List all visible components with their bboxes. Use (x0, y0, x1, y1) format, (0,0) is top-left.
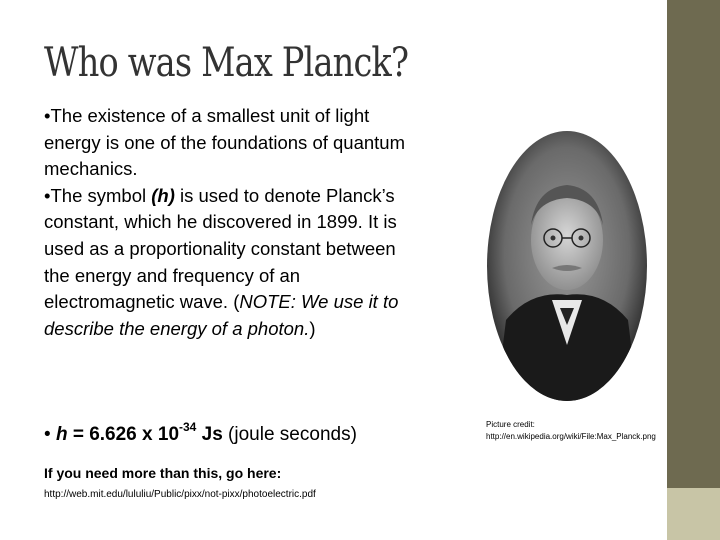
more-info-label: If you need more than this, go here: (44, 465, 282, 481)
formula-bullet: • (44, 424, 56, 445)
credit-url[interactable]: http://en.wikipedia.org/wiki/File:Max_Planck.png (486, 432, 656, 441)
formula-exponent: -34 (179, 420, 197, 434)
picture-credit (486, 419, 656, 443)
bullet-quantum: •The existence of a smallest unit of light energy is one of the foundations of quantum mechanics. (44, 105, 406, 180)
bullet-close: ) (309, 317, 316, 339)
sidebar-accent-bar (667, 0, 720, 488)
planck-formula (44, 420, 357, 446)
bullet-prefix: •The symbol (44, 184, 152, 206)
bullet-note: NOTE: We use it to describe the energy of a photon. (44, 291, 399, 339)
formula-h: h (55, 424, 68, 445)
more-info-link[interactable]: http://web.mit.edu/lululiu/Public/pixx/not-pixx/photoelectric.pdf (44, 489, 316, 500)
bullet-text: is used to denote Planck’s constant, which he discovered in 1899. It is used as a proportionality constant between the energy and frequency of an electromagnetic wave. ( (44, 184, 397, 313)
symbol-h: (h) (151, 184, 175, 206)
max-planck-portrait (486, 130, 648, 402)
body-text (44, 103, 424, 342)
formula-unit: Js (201, 424, 223, 445)
bullet-planck-constant (44, 183, 424, 343)
formula-lhs: = 6.626 x 10 (67, 424, 180, 445)
sidebar-accent-footer (667, 488, 720, 540)
credit-label: Picture credit: (486, 420, 535, 429)
formula-unit-desc: (joule seconds) (222, 424, 357, 445)
slide-title: Who was Max Planck? (44, 40, 409, 86)
